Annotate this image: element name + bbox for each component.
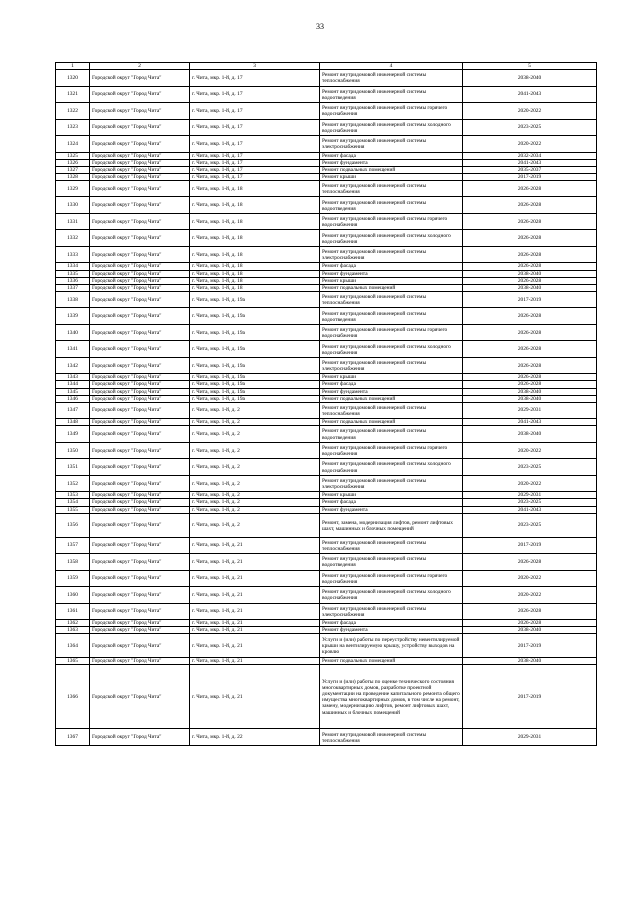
table-row bbox=[56, 119, 597, 136]
work-type-cell: Ремонт внутридомовой инженерной системы водоотведения bbox=[320, 86, 463, 103]
period-cell: 2026-2028 bbox=[463, 308, 597, 325]
table-row bbox=[56, 277, 597, 284]
table-row bbox=[56, 324, 597, 341]
address-cell: г. Чита, мкр. 1-й, д. 2 bbox=[190, 419, 320, 426]
table-row bbox=[56, 230, 597, 247]
table-row bbox=[56, 729, 597, 746]
work-type-cell: Ремонт внутридомовой инженерной системы холодного водоснабжения bbox=[320, 459, 463, 476]
municipality-cell: Городской округ "Город Чита" bbox=[90, 499, 190, 506]
work-type-cell: Ремонт крыши bbox=[320, 492, 463, 499]
period-cell: 2026-2028 bbox=[463, 263, 597, 270]
municipality-cell: Городской округ "Город Чита" bbox=[90, 506, 190, 513]
municipality-cell: Городской округ "Город Чита" bbox=[90, 308, 190, 325]
work-type-cell: Ремонт внутридомовой инженерной системы теплоснабжения bbox=[320, 729, 463, 746]
row-number: 1340 bbox=[56, 324, 90, 341]
work-type-cell: Ремонт фасада bbox=[320, 620, 463, 627]
period-cell: 2041-2043 bbox=[463, 419, 597, 426]
work-type-cell: Ремонт внутридомовой инженерной системы электроснабжения bbox=[320, 357, 463, 374]
address-cell: г. Чита, мкр. 1-й, д. 22 bbox=[190, 729, 320, 746]
period-cell: 2026-2028 bbox=[463, 180, 597, 197]
table-row bbox=[56, 388, 597, 395]
municipality-cell: Городской округ "Город Чита" bbox=[90, 374, 190, 381]
address-cell: г. Чита, мкр. 1-й, д. 21 bbox=[190, 570, 320, 587]
address-cell: г. Чита, мкр. 1-й, д. 18 bbox=[190, 180, 320, 197]
row-number: 1332 bbox=[56, 230, 90, 247]
period-cell: 2017-2019 bbox=[463, 537, 597, 554]
table-row bbox=[56, 381, 597, 388]
municipality-cell: Городской округ "Город Чита" bbox=[90, 86, 190, 103]
period-cell: 2026-2028 bbox=[463, 357, 597, 374]
work-type-cell: Ремонт внутридомовой инженерной системы водоотведения bbox=[320, 197, 463, 214]
header-col-3: 3 bbox=[190, 63, 320, 70]
table-row bbox=[56, 665, 597, 729]
address-cell: г. Чита, мкр. 1-й, д. 21 bbox=[190, 603, 320, 620]
header-col-4: 4 bbox=[320, 63, 463, 70]
address-cell: г. Чита, мкр. 1-й, д. 19а bbox=[190, 374, 320, 381]
row-number: 1322 bbox=[56, 103, 90, 120]
work-type-cell: Ремонт внутридомовой инженерной системы водоотведения bbox=[320, 554, 463, 571]
municipality-cell: Городской округ "Город Чита" bbox=[90, 357, 190, 374]
row-number: 1336 bbox=[56, 277, 90, 284]
row-number: 1355 bbox=[56, 506, 90, 513]
address-cell: г. Чита, мкр. 1-й, д. 19а bbox=[190, 291, 320, 308]
row-number: 1364 bbox=[56, 634, 90, 658]
work-type-cell: Ремонт внутридомовой инженерной системы горячего водоснабжения bbox=[320, 570, 463, 587]
table-row bbox=[56, 442, 597, 459]
table-row bbox=[56, 554, 597, 571]
municipality-cell: Городской округ "Город Чита" bbox=[90, 166, 190, 173]
period-cell: 2038-2040 bbox=[463, 270, 597, 277]
row-number: 1360 bbox=[56, 587, 90, 604]
period-cell: 2038-2040 bbox=[463, 627, 597, 634]
municipality-cell: Городской округ "Город Чита" bbox=[90, 459, 190, 476]
address-cell: г. Чита, мкр. 1-й, д. 19а bbox=[190, 308, 320, 325]
period-cell: 2026-2028 bbox=[463, 341, 597, 358]
table-row bbox=[56, 374, 597, 381]
table-row bbox=[56, 506, 597, 513]
address-cell: г. Чита, мкр. 1-й, д. 2 bbox=[190, 513, 320, 537]
table-row bbox=[56, 570, 597, 587]
row-number: 1359 bbox=[56, 570, 90, 587]
period-cell: 2020-2022 bbox=[463, 442, 597, 459]
work-type-cell: Ремонт внутридомовой инженерной системы водоотведения bbox=[320, 308, 463, 325]
table-row bbox=[56, 459, 597, 476]
row-number: 1361 bbox=[56, 603, 90, 620]
row-number: 1342 bbox=[56, 357, 90, 374]
work-type-cell: Ремонт подвальных помещений bbox=[320, 419, 463, 426]
work-type-cell: Ремонт внутридомовой инженерной системы электроснабжения bbox=[320, 136, 463, 153]
address-cell: г. Чита, мкр. 1-й, д. 21 bbox=[190, 634, 320, 658]
row-number: 1367 bbox=[56, 729, 90, 746]
table-row bbox=[56, 152, 597, 159]
work-type-cell: Ремонт внутридомовой инженерной системы теплоснабжения bbox=[320, 180, 463, 197]
address-cell: г. Чита, мкр. 1-й, д. 19а bbox=[190, 324, 320, 341]
work-type-cell: Ремонт подвальных помещений bbox=[320, 658, 463, 665]
table-row bbox=[56, 70, 597, 87]
period-cell: 2017-2019 bbox=[463, 291, 597, 308]
address-cell: г. Чита, мкр. 1-й, д. 21 bbox=[190, 537, 320, 554]
period-cell: 2026-2028 bbox=[463, 554, 597, 571]
row-number: 1345 bbox=[56, 388, 90, 395]
municipality-cell: Городской округ "Город Чита" bbox=[90, 173, 190, 180]
period-cell: 2026-2028 bbox=[463, 213, 597, 230]
table-row bbox=[56, 603, 597, 620]
table-row bbox=[56, 213, 597, 230]
municipality-cell: Городской округ "Город Чита" bbox=[90, 324, 190, 341]
row-number: 1330 bbox=[56, 197, 90, 214]
address-cell: г. Чита, мкр. 1-й, д. 18 bbox=[190, 197, 320, 214]
work-type-cell: Ремонт фасада bbox=[320, 499, 463, 506]
period-cell: 2035-2037 bbox=[463, 166, 597, 173]
address-cell: г. Чита, мкр. 1-й, д. 18 bbox=[190, 213, 320, 230]
address-cell: г. Чита, мкр. 1-й, д. 2 bbox=[190, 506, 320, 513]
table-row bbox=[56, 537, 597, 554]
period-cell: 2032-2034 bbox=[463, 152, 597, 159]
row-number: 1339 bbox=[56, 308, 90, 325]
period-cell: 2023-2025 bbox=[463, 499, 597, 506]
period-cell: 2026-2028 bbox=[463, 246, 597, 263]
table-row bbox=[56, 419, 597, 426]
table-row bbox=[56, 634, 597, 658]
row-number: 1327 bbox=[56, 166, 90, 173]
municipality-cell: Городской округ "Город Чита" bbox=[90, 284, 190, 291]
address-cell: г. Чита, мкр. 1-й, д. 2 bbox=[190, 402, 320, 419]
period-cell: 2026-2028 bbox=[463, 620, 597, 627]
municipality-cell: Городской округ "Город Чита" bbox=[90, 513, 190, 537]
header-col-5: 5 bbox=[463, 63, 597, 70]
work-type-cell: Ремонт крыши bbox=[320, 173, 463, 180]
row-number: 1366 bbox=[56, 665, 90, 729]
address-cell: г. Чита, мкр. 1-й, д. 2 bbox=[190, 459, 320, 476]
row-number: 1323 bbox=[56, 119, 90, 136]
address-cell: г. Чита, мкр. 1-й, д. 17 bbox=[190, 103, 320, 120]
work-type-cell: Ремонт внутридомовой инженерной системы холодного водоснабжения bbox=[320, 119, 463, 136]
work-type-cell: Ремонт внутридомовой инженерной системы горячего водоснабжения bbox=[320, 324, 463, 341]
period-cell: 2038-2040 bbox=[463, 388, 597, 395]
period-cell: 2038-2040 bbox=[463, 284, 597, 291]
address-cell: г. Чита, мкр. 1-й, д. 17 bbox=[190, 159, 320, 166]
table-row bbox=[56, 173, 597, 180]
municipality-cell: Городской округ "Город Чита" bbox=[90, 230, 190, 247]
address-cell: г. Чита, мкр. 1-й, д. 19а bbox=[190, 395, 320, 402]
address-cell: г. Чита, мкр. 1-й, д. 19а bbox=[190, 357, 320, 374]
municipality-cell: Городской округ "Город Чита" bbox=[90, 587, 190, 604]
row-number: 1326 bbox=[56, 159, 90, 166]
capital-repair-table bbox=[55, 62, 597, 746]
period-cell: 2026-2028 bbox=[463, 374, 597, 381]
table-row bbox=[56, 492, 597, 499]
row-number: 1335 bbox=[56, 270, 90, 277]
period-cell: 2020-2022 bbox=[463, 570, 597, 587]
municipality-cell: Городской округ "Город Чита" bbox=[90, 291, 190, 308]
row-number: 1321 bbox=[56, 86, 90, 103]
address-cell: г. Чита, мкр. 1-й, д. 18 bbox=[190, 246, 320, 263]
table-row bbox=[56, 658, 597, 665]
row-number: 1347 bbox=[56, 402, 90, 419]
period-cell: 2038-2040 bbox=[463, 70, 597, 87]
work-type-cell: Ремонт, замена, модернизация лифтов, ремонт лифтовых шахт, машинных и блочных помещений bbox=[320, 513, 463, 537]
period-cell: 2029-2031 bbox=[463, 729, 597, 746]
table-row bbox=[56, 620, 597, 627]
work-type-cell: Ремонт внутридомовой инженерной системы водоотведения bbox=[320, 426, 463, 443]
municipality-cell: Городской округ "Город Чита" bbox=[90, 554, 190, 571]
work-type-cell: Услуги и (или) работы по оценке технического состояния многоквартирных домов, разработке проектной документации на проведение капитального ремонта общего имущества многоквартирных домов, в том числе на ремонт, замену, модернизацию лифтов, ремонт лифтовых шахт, машинных и блочных помещений bbox=[320, 665, 463, 729]
municipality-cell: Городской округ "Город Чита" bbox=[90, 119, 190, 136]
table-row bbox=[56, 587, 597, 604]
table-body bbox=[56, 70, 597, 746]
municipality-cell: Городской округ "Город Чита" bbox=[90, 213, 190, 230]
period-cell: 2029-2031 bbox=[463, 492, 597, 499]
table-row bbox=[56, 103, 597, 120]
period-cell: 2038-2040 bbox=[463, 426, 597, 443]
row-number: 1331 bbox=[56, 213, 90, 230]
table-row bbox=[56, 246, 597, 263]
row-number: 1352 bbox=[56, 475, 90, 492]
address-cell: г. Чита, мкр. 1-й, д. 19а bbox=[190, 388, 320, 395]
row-number: 1356 bbox=[56, 513, 90, 537]
municipality-cell: Городской округ "Город Чита" bbox=[90, 159, 190, 166]
address-cell: г. Чита, мкр. 1-й, д. 21 bbox=[190, 665, 320, 729]
address-cell: г. Чита, мкр. 1-й, д. 17 bbox=[190, 86, 320, 103]
work-type-cell: Ремонт внутридомовой инженерной системы электроснабжения bbox=[320, 603, 463, 620]
work-type-cell: Ремонт внутридомовой инженерной системы электроснабжения bbox=[320, 246, 463, 263]
table-row bbox=[56, 426, 597, 443]
work-type-cell: Ремонт внутридомовой инженерной системы холодного водоснабжения bbox=[320, 341, 463, 358]
address-cell: г. Чита, мкр. 1-й, д. 18 bbox=[190, 284, 320, 291]
municipality-cell: Городской округ "Город Чита" bbox=[90, 537, 190, 554]
address-cell: г. Чита, мкр. 1-й, д. 2 bbox=[190, 492, 320, 499]
row-number: 1344 bbox=[56, 381, 90, 388]
work-type-cell: Ремонт фундамента bbox=[320, 506, 463, 513]
work-type-cell: Ремонт подвальных помещений bbox=[320, 284, 463, 291]
period-cell: 2026-2028 bbox=[463, 603, 597, 620]
address-cell: г. Чита, мкр. 1-й, д. 17 bbox=[190, 166, 320, 173]
period-cell: 2026-2028 bbox=[463, 197, 597, 214]
row-number: 1346 bbox=[56, 395, 90, 402]
municipality-cell: Городской округ "Город Чита" bbox=[90, 263, 190, 270]
period-cell: 2020-2022 bbox=[463, 136, 597, 153]
table-row bbox=[56, 197, 597, 214]
address-cell: г. Чита, мкр. 1-й, д. 2 bbox=[190, 426, 320, 443]
table-row bbox=[56, 308, 597, 325]
work-type-cell: Ремонт фундамента bbox=[320, 388, 463, 395]
address-cell: г. Чита, мкр. 1-й, д. 21 bbox=[190, 627, 320, 634]
address-cell: г. Чита, мкр. 1-й, д. 2 bbox=[190, 475, 320, 492]
row-number: 1343 bbox=[56, 374, 90, 381]
table-row bbox=[56, 270, 597, 277]
municipality-cell: Городской округ "Город Чита" bbox=[90, 419, 190, 426]
period-cell: 2026-2028 bbox=[463, 381, 597, 388]
work-type-cell: Ремонт фундамента bbox=[320, 270, 463, 277]
address-cell: г. Чита, мкр. 1-й, д. 18 bbox=[190, 263, 320, 270]
address-cell: г. Чита, мкр. 1-й, д. 18 bbox=[190, 270, 320, 277]
municipality-cell: Городской округ "Город Чита" bbox=[90, 70, 190, 87]
period-cell: 2017-2019 bbox=[463, 665, 597, 729]
municipality-cell: Городской округ "Город Чита" bbox=[90, 492, 190, 499]
header-col-1: 1 bbox=[56, 63, 90, 70]
municipality-cell: Городской округ "Город Чита" bbox=[90, 603, 190, 620]
work-type-cell: Услуги и (или) работы по переустройству невентилируемой крыши на вентилируемую крышу, устройству выходов на кровлю bbox=[320, 634, 463, 658]
table-row bbox=[56, 357, 597, 374]
work-type-cell: Ремонт внутридомовой инженерной системы теплоснабжения bbox=[320, 70, 463, 87]
period-cell: 2026-2028 bbox=[463, 324, 597, 341]
page-number: 33 bbox=[316, 22, 324, 31]
work-type-cell: Ремонт крыши bbox=[320, 374, 463, 381]
row-number: 1320 bbox=[56, 70, 90, 87]
period-cell: 2020-2022 bbox=[463, 475, 597, 492]
row-number: 1358 bbox=[56, 554, 90, 571]
address-cell: г. Чита, мкр. 1-й, д. 21 bbox=[190, 658, 320, 665]
address-cell: г. Чита, мкр. 1-й, д. 21 bbox=[190, 554, 320, 571]
row-number: 1353 bbox=[56, 492, 90, 499]
row-number: 1357 bbox=[56, 537, 90, 554]
row-number: 1325 bbox=[56, 152, 90, 159]
municipality-cell: Городской округ "Город Чита" bbox=[90, 729, 190, 746]
row-number: 1333 bbox=[56, 246, 90, 263]
work-type-cell: Ремонт фундамента bbox=[320, 159, 463, 166]
table-row bbox=[56, 475, 597, 492]
row-number: 1351 bbox=[56, 459, 90, 476]
period-cell: 2038-2040 bbox=[463, 658, 597, 665]
row-number: 1341 bbox=[56, 341, 90, 358]
address-cell: г. Чита, мкр. 1-й, д. 18 bbox=[190, 230, 320, 247]
table-row bbox=[56, 627, 597, 634]
work-type-cell: Ремонт внутридомовой инженерной системы холодного водоснабжения bbox=[320, 587, 463, 604]
municipality-cell: Городской округ "Город Чита" bbox=[90, 442, 190, 459]
period-cell: 2041-2043 bbox=[463, 86, 597, 103]
address-cell: г. Чита, мкр. 1-й, д. 17 bbox=[190, 70, 320, 87]
municipality-cell: Городской округ "Город Чита" bbox=[90, 180, 190, 197]
period-cell: 2020-2022 bbox=[463, 103, 597, 120]
address-cell: г. Чита, мкр. 1-й, д. 19а bbox=[190, 381, 320, 388]
municipality-cell: Городской округ "Город Чита" bbox=[90, 395, 190, 402]
row-number: 1324 bbox=[56, 136, 90, 153]
header-col-2: 2 bbox=[90, 63, 190, 70]
period-cell: 2023-2025 bbox=[463, 119, 597, 136]
municipality-cell: Городской округ "Город Чита" bbox=[90, 388, 190, 395]
table-row bbox=[56, 513, 597, 537]
period-cell: 2023-2025 bbox=[463, 513, 597, 537]
municipality-cell: Городской округ "Город Чита" bbox=[90, 277, 190, 284]
row-number: 1363 bbox=[56, 627, 90, 634]
address-cell: г. Чита, мкр. 1-й, д. 18 bbox=[190, 277, 320, 284]
table-row bbox=[56, 341, 597, 358]
municipality-cell: Городской округ "Город Чита" bbox=[90, 381, 190, 388]
table-row bbox=[56, 159, 597, 166]
period-cell: 2041-2043 bbox=[463, 159, 597, 166]
table-row bbox=[56, 291, 597, 308]
municipality-cell: Городской округ "Город Чита" bbox=[90, 341, 190, 358]
table-row bbox=[56, 499, 597, 506]
row-number: 1354 bbox=[56, 499, 90, 506]
table-row bbox=[56, 86, 597, 103]
table-row bbox=[56, 166, 597, 173]
work-type-cell: Ремонт внутридомовой инженерной системы горячего водоснабжения bbox=[320, 213, 463, 230]
municipality-cell: Городской округ "Город Чита" bbox=[90, 627, 190, 634]
municipality-cell: Городской округ "Город Чита" bbox=[90, 426, 190, 443]
row-number: 1350 bbox=[56, 442, 90, 459]
period-cell: 2017-2019 bbox=[463, 173, 597, 180]
period-cell: 2020-2022 bbox=[463, 587, 597, 604]
row-number: 1365 bbox=[56, 658, 90, 665]
work-type-cell: Ремонт внутридомовой инженерной системы горячего водоснабжения bbox=[320, 103, 463, 120]
table-row bbox=[56, 263, 597, 270]
work-type-cell: Ремонт подвальных помещений bbox=[320, 395, 463, 402]
work-type-cell: Ремонт фундамента bbox=[320, 627, 463, 634]
address-cell: г. Чита, мкр. 1-й, д. 2 bbox=[190, 442, 320, 459]
address-cell: г. Чита, мкр. 1-й, д. 17 bbox=[190, 152, 320, 159]
municipality-cell: Городской округ "Город Чита" bbox=[90, 402, 190, 419]
period-cell: 2038-2040 bbox=[463, 395, 597, 402]
address-cell: г. Чита, мкр. 1-й, д. 21 bbox=[190, 620, 320, 627]
row-number: 1349 bbox=[56, 426, 90, 443]
work-type-cell: Ремонт внутридомовой инженерной системы электроснабжения bbox=[320, 475, 463, 492]
work-type-cell: Ремонт подвальных помещений bbox=[320, 166, 463, 173]
table-row bbox=[56, 136, 597, 153]
work-type-cell: Ремонт фасада bbox=[320, 152, 463, 159]
table-row bbox=[56, 395, 597, 402]
work-type-cell: Ремонт внутридомовой инженерной системы теплоснабжения bbox=[320, 537, 463, 554]
row-number: 1362 bbox=[56, 620, 90, 627]
municipality-cell: Городской округ "Город Чита" bbox=[90, 136, 190, 153]
period-cell: 2023-2025 bbox=[463, 459, 597, 476]
period-cell: 2026-2028 bbox=[463, 230, 597, 247]
header-row bbox=[56, 63, 597, 70]
period-cell: 2026-2028 bbox=[463, 277, 597, 284]
municipality-cell: Городской округ "Город Чита" bbox=[90, 658, 190, 665]
work-type-cell: Ремонт фасада bbox=[320, 263, 463, 270]
table-row bbox=[56, 284, 597, 291]
row-number: 1348 bbox=[56, 419, 90, 426]
row-number: 1334 bbox=[56, 263, 90, 270]
address-cell: г. Чита, мкр. 1-й, д. 17 bbox=[190, 136, 320, 153]
address-cell: г. Чита, мкр. 1-й, д. 17 bbox=[190, 119, 320, 136]
work-type-cell: Ремонт крыши bbox=[320, 277, 463, 284]
row-number: 1338 bbox=[56, 291, 90, 308]
municipality-cell: Городской округ "Город Чита" bbox=[90, 475, 190, 492]
work-type-cell: Ремонт фасада bbox=[320, 381, 463, 388]
row-number: 1337 bbox=[56, 284, 90, 291]
municipality-cell: Городской округ "Город Чита" bbox=[90, 665, 190, 729]
period-cell: 2041-2043 bbox=[463, 506, 597, 513]
municipality-cell: Городской округ "Город Чита" bbox=[90, 570, 190, 587]
municipality-cell: Городской округ "Город Чита" bbox=[90, 197, 190, 214]
municipality-cell: Городской округ "Город Чита" bbox=[90, 634, 190, 658]
work-type-cell: Ремонт внутридомовой инженерной системы теплоснабжения bbox=[320, 402, 463, 419]
municipality-cell: Городской округ "Город Чита" bbox=[90, 103, 190, 120]
address-cell: г. Чита, мкр. 1-й, д. 2 bbox=[190, 499, 320, 506]
row-number: 1329 bbox=[56, 180, 90, 197]
address-cell: г. Чита, мкр. 1-й, д. 21 bbox=[190, 587, 320, 604]
municipality-cell: Городской округ "Город Чита" bbox=[90, 152, 190, 159]
period-cell: 2017-2019 bbox=[463, 634, 597, 658]
table-row bbox=[56, 180, 597, 197]
table-row bbox=[56, 402, 597, 419]
municipality-cell: Городской округ "Город Чита" bbox=[90, 270, 190, 277]
period-cell: 2029-2031 bbox=[463, 402, 597, 419]
municipality-cell: Городской округ "Город Чита" bbox=[90, 246, 190, 263]
row-number: 1328 bbox=[56, 173, 90, 180]
municipality-cell: Городской округ "Город Чита" bbox=[90, 620, 190, 627]
work-type-cell: Ремонт внутридомовой инженерной системы теплоснабжения bbox=[320, 291, 463, 308]
work-type-cell: Ремонт внутридомовой инженерной системы горячего водоснабжения bbox=[320, 442, 463, 459]
address-cell: г. Чита, мкр. 1-й, д. 17 bbox=[190, 173, 320, 180]
work-type-cell: Ремонт внутридомовой инженерной системы холодного водоснабжения bbox=[320, 230, 463, 247]
address-cell: г. Чита, мкр. 1-й, д. 19а bbox=[190, 341, 320, 358]
